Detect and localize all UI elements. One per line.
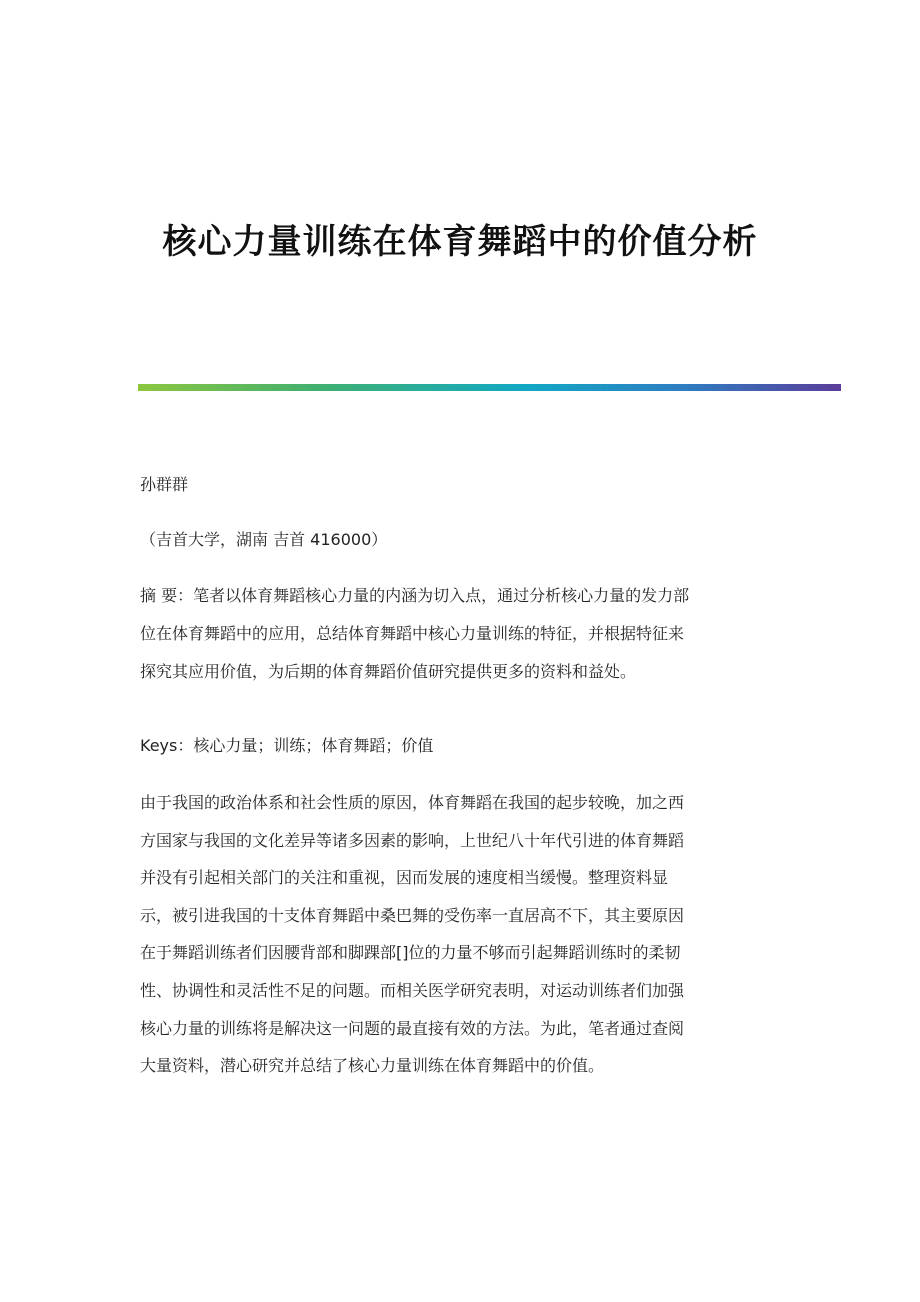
author-name: 孙群群 [140, 475, 189, 494]
abstract-line: 位在体育舞蹈中的应用，总结体育舞蹈中核心力量训练的特征，并根据特征来 [140, 624, 685, 643]
author-affiliation: （吉首大学，湖南 吉首 416000） [140, 530, 388, 549]
abstract-line: 摘 要：笔者以体育舞蹈核心力量的内涵为切入点，通过分析核心力量的发力部 [140, 586, 690, 605]
paragraph-line: 并没有引起相关部门的关注和重视，因而发展的速度相当缓慢。整理资料显 [140, 868, 669, 888]
paragraph-line: 在于舞蹈训练者们因腰背部和脚踝部[]位的力量不够而引起舞蹈训练时的柔韧 [140, 943, 681, 963]
abstract-line: 探究其应用价值，为后期的体育舞蹈价值研究提供更多的资料和益处。 [140, 662, 637, 681]
paragraph-line: 示，被引进我国的十支体育舞蹈中桑巴舞的受伤率一直居高不下，其主要原因 [140, 905, 685, 925]
keywords: Keys：核心力量；训练；体育舞蹈；价值 [140, 736, 434, 755]
paragraph-line: 由于我国的政治体系和社会性质的原因，体育舞蹈在我国的起步较晚，加之西 [140, 793, 685, 812]
body-paragraph [140, 784, 780, 1085]
paragraph-line: 核心力量的训练将是解决这一问题的最直接有效的方法。为此，笔者通过查阅 [140, 1018, 685, 1038]
paragraph-line: 方国家与我国的文化差异等诸多因素的影响，上世纪八十年代引进的体育舞蹈 [140, 830, 685, 850]
paragraph-line: 性、协调性和灵活性不足的问题。而相关医学研究表明，对运动训练者们加强 [140, 980, 685, 1000]
paper-title: 核心力量训练在体育舞蹈中的价值分析 [162, 222, 758, 262]
abstract [140, 577, 780, 691]
title-divider [138, 384, 841, 391]
paragraph-line: 大量资料，潜心研究并总结了核心力量训练在体育舞蹈中的价值。 [140, 1056, 605, 1076]
